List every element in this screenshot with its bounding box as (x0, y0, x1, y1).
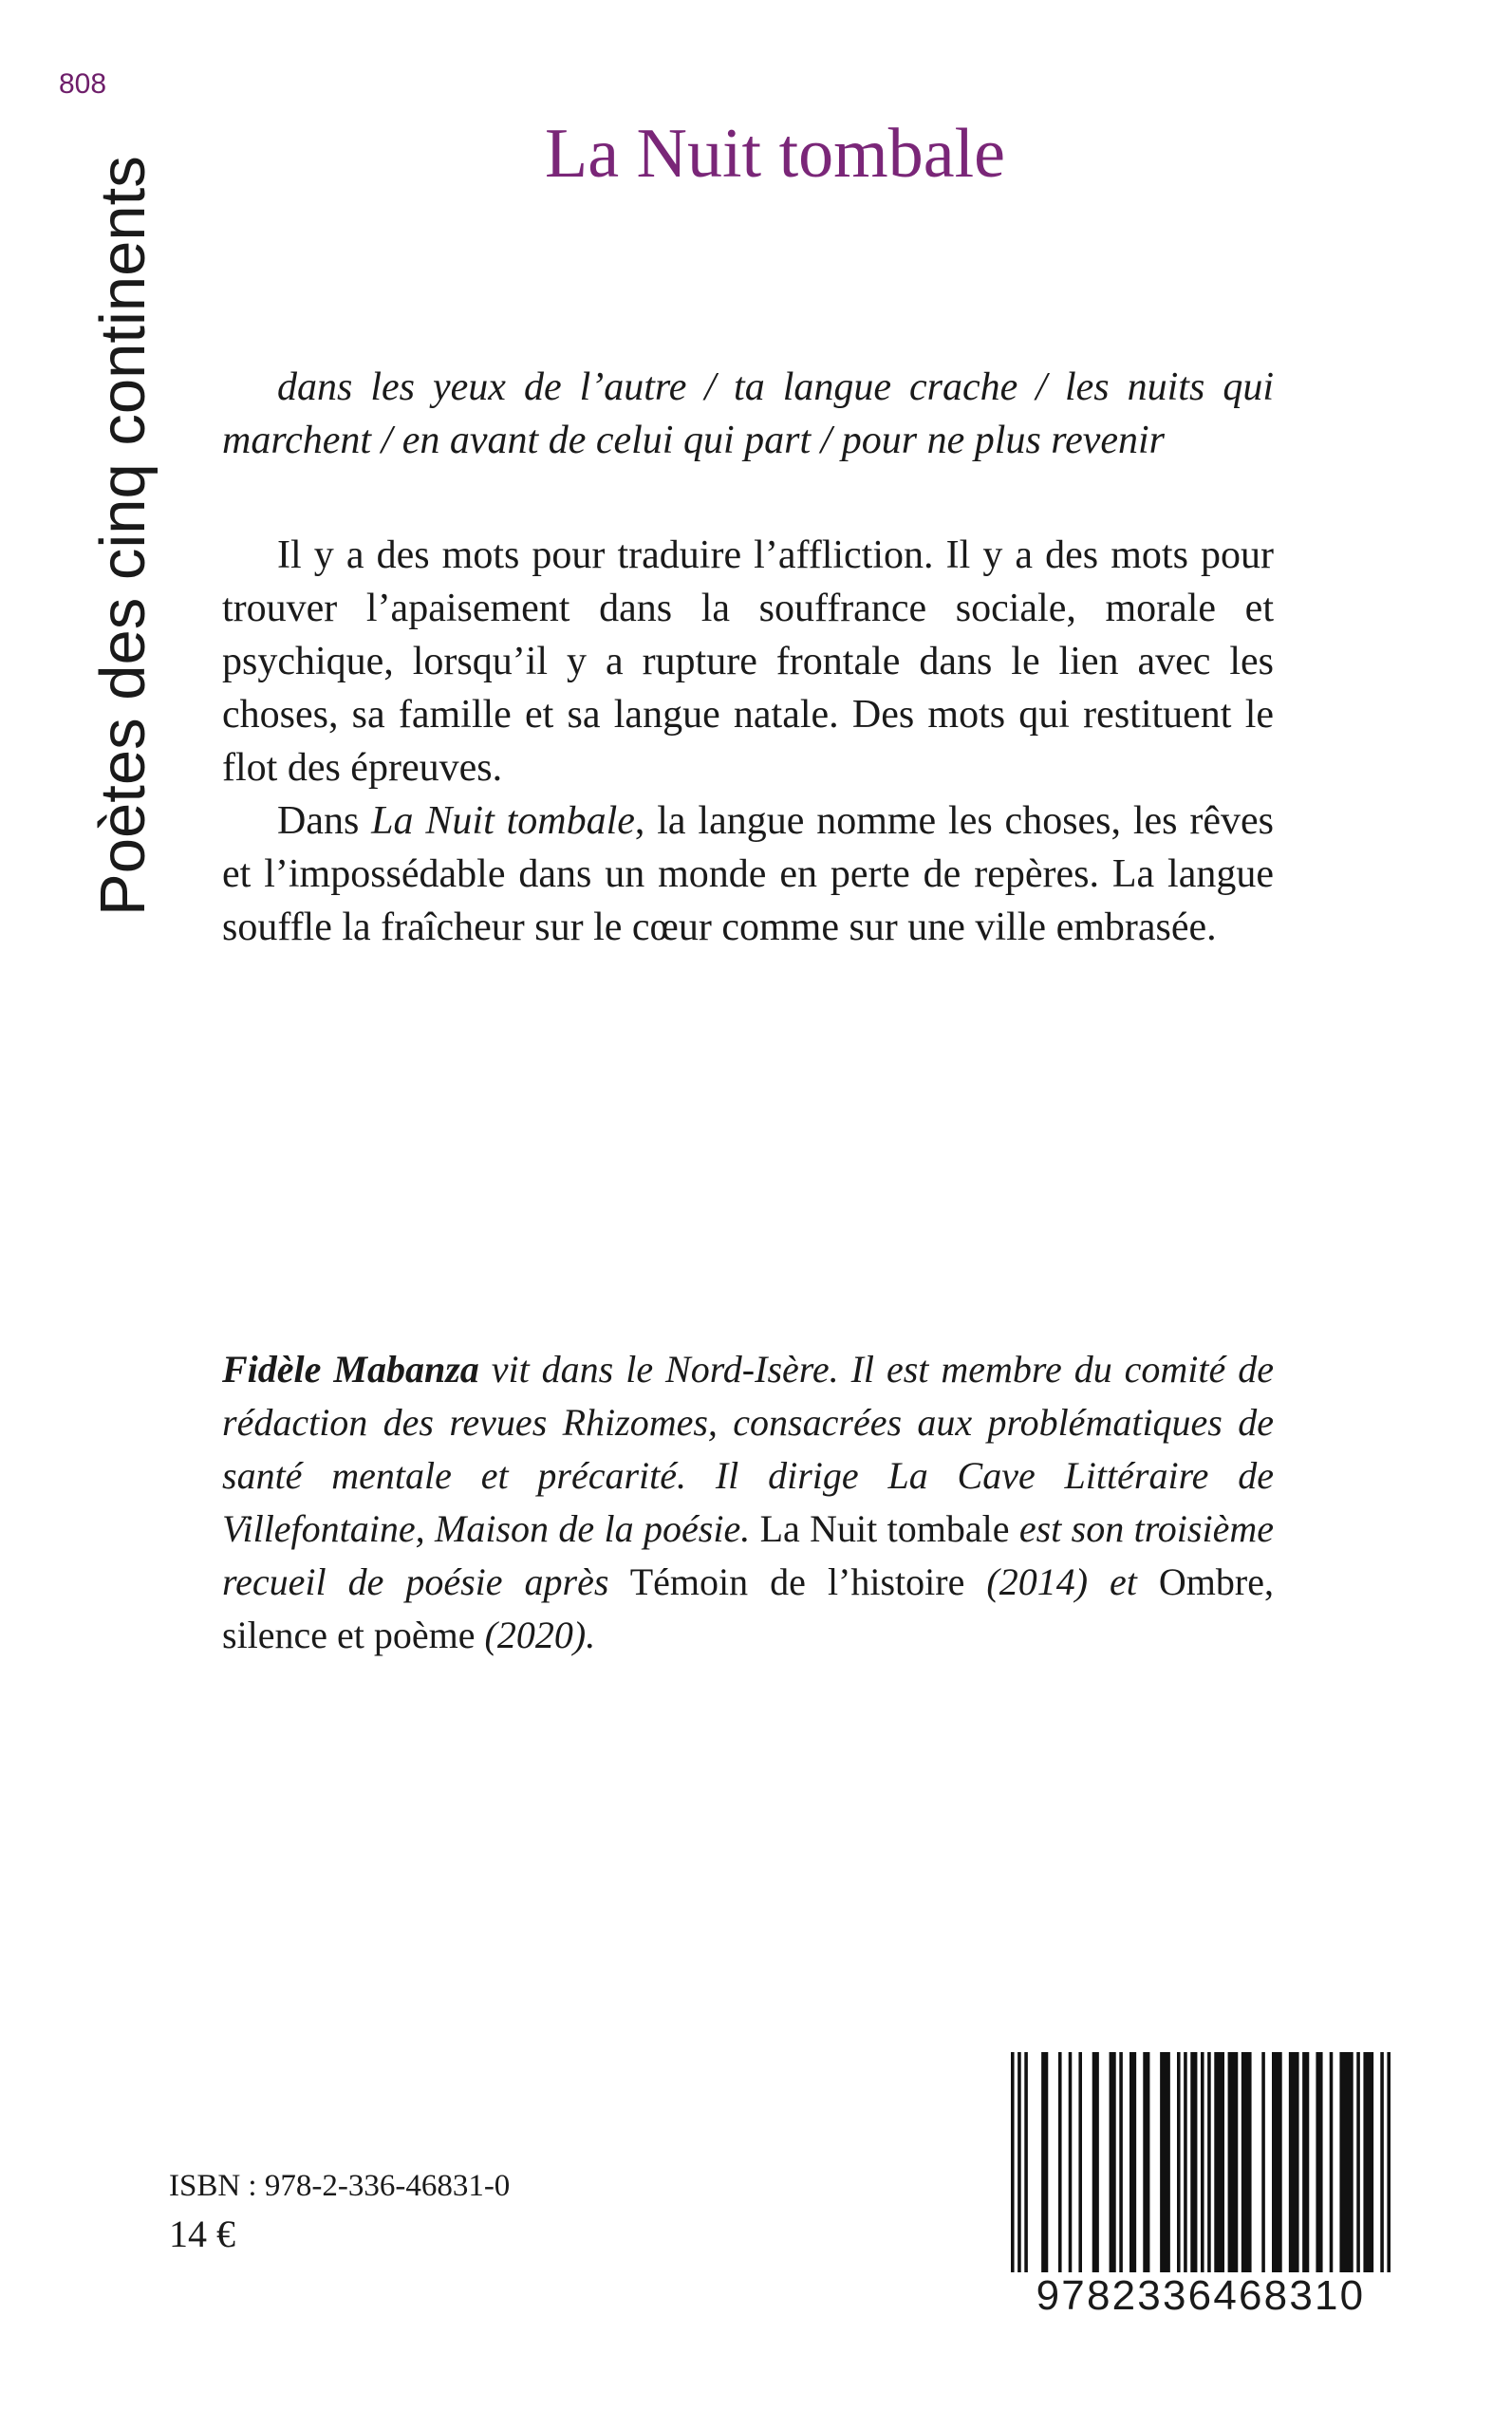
barcode-bar (1069, 2052, 1073, 2272)
barcode-bar (1356, 2052, 1360, 2272)
barcode-bar (1289, 2052, 1299, 2272)
author-name: Fidèle Mabanza (222, 1348, 479, 1391)
barcode-bar (1110, 2052, 1116, 2272)
author-book-1: La Nuit tombale (750, 1507, 1019, 1550)
barcode-bars (1006, 2052, 1395, 2272)
blurb-book-title: La Nuit tombale (371, 799, 635, 843)
barcode-bar (1387, 2052, 1391, 2272)
blurb-paragraph-1: Il y a des mots pour traduire l’affliction. Il y a des mots pour trouver l’apaisement dans la souffrance sociale, morale et psychique, lorsqu’il y a rupture frontale dans le lien avec les choses, sa famille et sa langue natale. Des mots qui restituent le flot des épreuves. (222, 533, 1274, 790)
barcode-bar (1011, 2052, 1015, 2272)
author-bio-text-1: vit dans le Nord-Isère. Il est membre du comité de rédaction des revues Rhizomes, consacrées aux problématiques de santé mentale et précarité. Il dirige La Cave Littéraire de Villefontaine, Maison de la poésie. (222, 1348, 1275, 1550)
series-number: 808 (59, 68, 107, 100)
author-bio-text-2: est son troisième recueil de poésie après (222, 1507, 1274, 1603)
barcode-bar (1339, 2052, 1353, 2272)
barcode-digits: 9782336468310 (1036, 2272, 1366, 2319)
barcode-bar (1160, 2052, 1170, 2272)
blurb (222, 529, 1274, 954)
author-year-3: (2020). (484, 1614, 596, 1656)
blurb-paragraph-2-end: , la langue nomme les choses, les rêves et l’impossédable dans un monde en perte de repères. La langue souffle la fraîcheur sur le cœur comme sur une ville embrasée. (222, 799, 1274, 949)
barcode-bar (1380, 2052, 1384, 2272)
barcode-bar (1177, 2052, 1181, 2272)
price: 14 € (169, 2213, 235, 2255)
barcode-bar (1302, 2052, 1309, 2272)
barcode-bar (1078, 2052, 1082, 2272)
barcode-bar (1228, 2052, 1239, 2272)
barcode-bar (1184, 2052, 1187, 2272)
series-name: Poètes des cinq continents (87, 156, 159, 916)
barcode-bar (1041, 2052, 1048, 2272)
barcode-bar (1214, 2052, 1224, 2272)
blurb-paragraph-2-start: Dans (277, 799, 372, 843)
isbn: ISBN : 978-2-336-46831-0 (169, 2169, 511, 2203)
barcode-bar (1092, 2052, 1099, 2272)
barcode-bar (1143, 2052, 1149, 2272)
barcode-bar (1058, 2052, 1062, 2272)
author-book-3: Ombre, silence et poème (222, 1560, 1274, 1656)
barcode-bar (1241, 2052, 1252, 2272)
barcode-bar (1272, 2052, 1282, 2272)
barcode-bar (1316, 2052, 1322, 2272)
author-year-2: (2014) et (986, 1560, 1137, 1603)
barcode-bar (1017, 2052, 1021, 2272)
book-title: La Nuit tombale (545, 115, 1005, 193)
author-book-2: Témoin de l’histoire (608, 1560, 987, 1603)
blurb-paragraph-2 (222, 794, 1274, 954)
barcode-bar (1190, 2052, 1197, 2272)
author-bio (222, 1343, 1274, 1662)
barcode-bar (1201, 2052, 1204, 2272)
barcode-bar (1330, 2052, 1334, 2272)
barcode-bar (1024, 2052, 1028, 2272)
barcode-bar (1261, 2052, 1265, 2272)
barcode (1006, 2052, 1395, 2323)
epigraph: dans les yeux de l’autre / ta langue crache / les nuits qui marchent / en avant de celui qui part / pour ne plus revenir (222, 365, 1274, 462)
barcode-bar (1207, 2052, 1211, 2272)
barcode-bar (1363, 2052, 1373, 2272)
barcode-bar (1119, 2052, 1123, 2272)
barcode-bar (1129, 2052, 1136, 2272)
